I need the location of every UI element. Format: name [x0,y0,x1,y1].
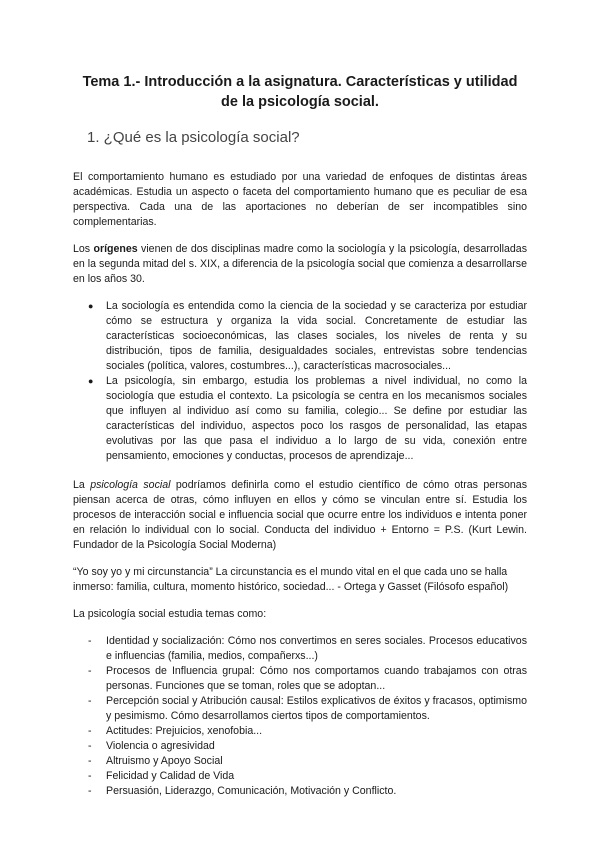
list-item [88,374,527,464]
topics-list [73,634,527,799]
list-item [88,769,527,784]
list-item-text: Percepción social y Atribución causal: Estilos explicativos de éxitos y fracasos, optimismo y pesimismo. Cómo desarrollamos ciertos tipos de comportamientos. [106,695,527,722]
dash-marker: - [88,785,92,797]
list-item-text: La sociología es entendida como la ciencia de la sociedad y se caracteriza por estudiar cómo se estructura y organiza la vida social. Concretamente de estudiar las características socioeconómicas, las clases sociales, los niveles de renta y su distribución, tipos de familia, desigualdades sociales, entrevistas sobre tendencias sociales (política, valores, costumbres...), características macrosociales... [106,300,527,372]
dash-marker: - [88,725,92,737]
list-item [88,739,527,754]
title-line-1: Tema 1.- Introducción a la asignatura. Características y utilidad [82,74,518,90]
paragraph-definition-italic: psicología social [90,479,171,491]
dash-marker: - [88,755,92,767]
paragraph-origins-before: Los [73,243,94,255]
disciplines-list [73,299,527,464]
bullet-marker: ● [88,376,94,386]
list-item-text: La psicología, sin embargo, estudia los problemas a nivel individual, no como la sociología que estudia el contexto. La psicología se centra en los mecanismos sociales que influyen al individuo así como su familia, colegio... Se define por estudiar las características del individuo, aspectos poco los rasgos de personalidad, las etapas evolutivas por las que pasa el individuo a lo largo de su vida, conexión entre pensamiento, emociones y conductas, procesos de aprendizaje... [106,375,527,462]
paragraph-definition-after: podríamos definirla como el estudio científico de cómo otras personas piensan acerca de otras, cómo influyen en ellos y cómo se vinculan entre sí. Estudia los procesos de interacción social e influencia social que ocurre entre los individuos e intenta poner en relación lo individual con lo social. Conducta del individuo + Entorno = P.S. (Kurt Lewin. Fundador de la Psicología Social Moderna) [73,479,527,551]
list-item-text: Actitudes: Prejuicios, xenofobia... [106,725,263,737]
paragraph-intro: El comportamiento humano es estudiado por una variedad de enfoques de distintas áreas académicas. Estudia un aspecto o faceta del comportamiento humano que es peculiar de esa perspectiva. Cada una de las aportaciones no deberían de ser incompatibles sino complementarias. [73,171,527,228]
list-item [88,724,527,739]
paragraph-definition-before: La [73,479,91,491]
list-item-text: Persuasión, Liderazgo, Comunicación, Motivación y Conflicto. [106,785,397,797]
dash-marker: - [88,635,92,647]
list-item-text: Felicidad y Calidad de Vida [106,770,235,782]
list-item-text: Violencia o agresividad [106,740,215,752]
section-heading: 1. ¿Qué es la psicología social? [87,129,300,146]
list-item [88,784,527,799]
dash-marker: - [88,695,92,707]
dash-marker: - [88,665,92,677]
paragraph-quote: “Yo soy yo y mi circunstancia” La circunstancia es el mundo vital en el que cada uno se halla inmerso: familia, cultura, momento histórico, sociedad... - Ortega y Gasset (Filósofo español) [73,566,509,593]
dash-marker: - [88,770,92,782]
paragraph-origins [73,242,527,287]
list-item [88,634,527,664]
title-line-2: de la psicología social. [221,94,379,110]
paragraph-topics-intro: La psicología social estudia temas como: [73,608,267,620]
list-item [88,754,527,769]
list-item-text: Procesos de Influencia grupal: Cómo nos comportamos cuando trabajamos con otras personas. Funciones que se toman, roles que se adoptan... [106,665,527,692]
document-title [73,72,527,112]
paragraph-definition [73,478,527,553]
bullet-marker: ● [88,301,94,311]
list-item-text: Altruismo y Apoyo Social [106,755,223,767]
paragraph-origins-bold: orígenes [93,243,138,255]
paragraph-origins-after: vienen de dos disciplinas madre como la sociología y la psicología, desarrolladas en la segunda mitad del s. XIX, a diferencia de la psicología social que comienza a desarrollarse en los años 30. [73,243,527,285]
list-item [88,694,527,724]
list-item [88,664,527,694]
list-item-text: Identidad y socialización: Cómo nos convertimos en seres sociales. Procesos educativos e influencias (familia, medios, compañerxs...) [106,635,527,662]
dash-marker: - [88,740,92,752]
list-item [88,299,527,374]
